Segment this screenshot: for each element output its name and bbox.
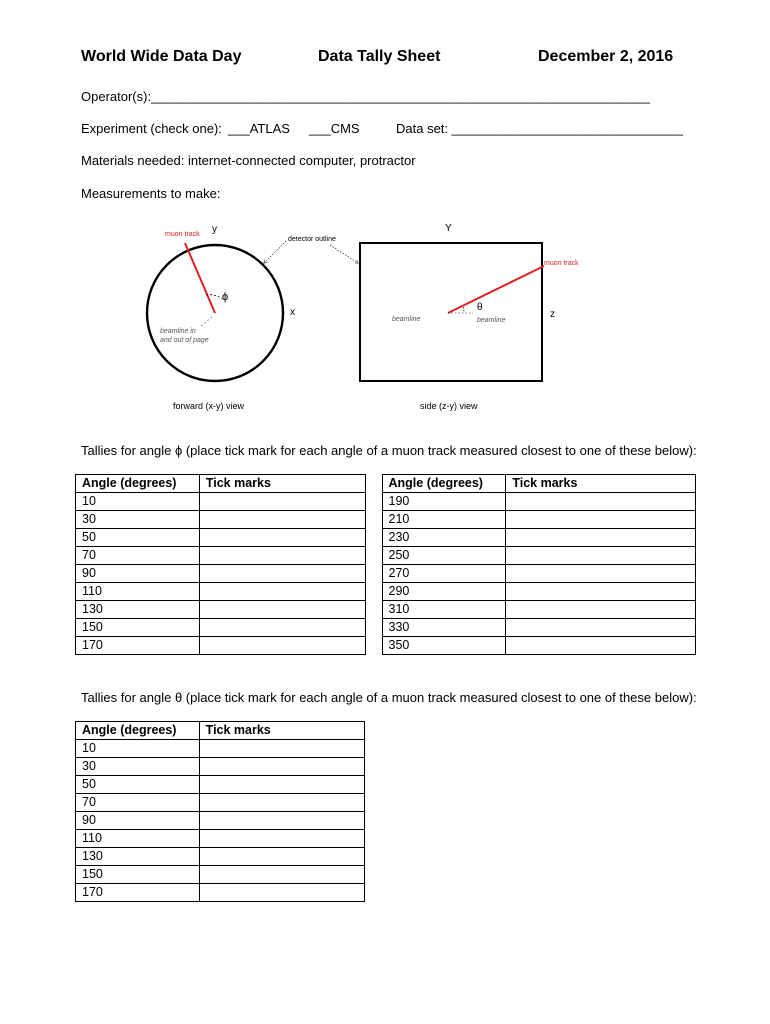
theta-angle-cell: 30 bbox=[76, 758, 200, 776]
phi-tick-cell[interactable] bbox=[506, 619, 696, 637]
table-header-row bbox=[76, 722, 365, 740]
theta-col-ticks: Tick marks bbox=[199, 722, 364, 740]
table-row bbox=[76, 776, 365, 794]
experiment-label: Experiment (check one): bbox=[81, 121, 222, 136]
phi-tick-cell[interactable] bbox=[506, 511, 696, 529]
table-row bbox=[76, 547, 696, 565]
theta-angle-cell: 10 bbox=[76, 740, 200, 758]
phi-angle-cell: 30 bbox=[76, 511, 200, 529]
phi-tick-cell[interactable] bbox=[506, 583, 696, 601]
theta-tick-cell[interactable] bbox=[199, 776, 364, 794]
theta-tally-table bbox=[75, 721, 365, 902]
phi-tick-cell[interactable] bbox=[199, 511, 365, 529]
phi-angle-cell: 270 bbox=[382, 565, 506, 583]
phi-angle-cell: 90 bbox=[76, 565, 200, 583]
theta-col-angle: Angle (degrees) bbox=[76, 722, 200, 740]
detector-outline-label: detector outline bbox=[288, 236, 336, 243]
forward-view-caption: forward (x-y) view bbox=[173, 401, 245, 411]
phi-tick-cell[interactable] bbox=[199, 637, 365, 655]
phi-tick-cell[interactable] bbox=[199, 547, 365, 565]
phi-tick-cell[interactable] bbox=[199, 583, 365, 601]
header-center-title: Data Tally Sheet bbox=[318, 48, 441, 65]
theta-tick-cell[interactable] bbox=[199, 866, 364, 884]
table-row bbox=[76, 619, 696, 637]
phi-tick-cell[interactable] bbox=[506, 529, 696, 547]
theta-tick-cell[interactable] bbox=[199, 884, 364, 902]
phi-col-angle-right: Angle (degrees) bbox=[382, 475, 506, 493]
theta-angle-cell: 110 bbox=[76, 830, 200, 848]
theta-tick-cell[interactable] bbox=[199, 812, 364, 830]
phi-intro: Tallies for angle ϕ (place tick mark for each angle of a muon track measured closest to one of these below): bbox=[81, 443, 697, 458]
cms-checkbox[interactable]: ___CMS bbox=[309, 121, 360, 136]
operators-field[interactable]: Operator(s):_____________________________________________________________________ bbox=[81, 89, 650, 104]
forward-x-label: x bbox=[290, 307, 295, 318]
theta-angle-cell: 170 bbox=[76, 884, 200, 902]
side-view-caption: side (z-y) view bbox=[420, 401, 478, 411]
phi-label: ϕ bbox=[222, 291, 229, 303]
phi-col-ticks-left: Tick marks bbox=[199, 475, 365, 493]
phi-tick-cell[interactable] bbox=[506, 565, 696, 583]
phi-angle-cell: 230 bbox=[382, 529, 506, 547]
table-row bbox=[76, 794, 365, 812]
theta-intro: Tallies for angle θ (place tick mark for each angle of a muon track measured closest to one of these below): bbox=[81, 690, 697, 705]
theta-tick-cell[interactable] bbox=[199, 830, 364, 848]
forward-y-label: y bbox=[212, 224, 217, 235]
table-row bbox=[76, 848, 365, 866]
phi-col-ticks-right: Tick marks bbox=[506, 475, 696, 493]
phi-tick-cell[interactable] bbox=[199, 529, 365, 547]
theta-angle-cell: 130 bbox=[76, 848, 200, 866]
phi-angle-cell: 170 bbox=[76, 637, 200, 655]
phi-angle-cell: 130 bbox=[76, 601, 200, 619]
phi-tick-cell[interactable] bbox=[506, 493, 696, 511]
theta-tick-cell[interactable] bbox=[199, 740, 364, 758]
theta-label: θ bbox=[477, 302, 483, 313]
table-header-row bbox=[76, 475, 696, 493]
theta-tick-cell[interactable] bbox=[199, 758, 364, 776]
materials-text: Materials needed: internet-connected computer, protractor bbox=[81, 153, 416, 168]
phi-tally-table bbox=[75, 474, 696, 655]
phi-tick-cell[interactable] bbox=[199, 601, 365, 619]
theta-angle-cell: 70 bbox=[76, 794, 200, 812]
phi-angle-cell: 70 bbox=[76, 547, 200, 565]
phi-angle-cell: 310 bbox=[382, 601, 506, 619]
table-row bbox=[76, 493, 696, 511]
phi-tick-cell[interactable] bbox=[199, 619, 365, 637]
phi-angle-cell: 290 bbox=[382, 583, 506, 601]
phi-angle-cell: 350 bbox=[382, 637, 506, 655]
table-row bbox=[76, 529, 696, 547]
theta-angle-cell: 150 bbox=[76, 866, 200, 884]
forward-muon-track bbox=[185, 243, 215, 313]
phi-col-angle-left: Angle (degrees) bbox=[76, 475, 200, 493]
table-row bbox=[76, 740, 365, 758]
side-beamline-right: beamline bbox=[477, 317, 506, 324]
phi-tick-cell[interactable] bbox=[506, 601, 696, 619]
table-row bbox=[76, 884, 365, 902]
table-row bbox=[76, 830, 365, 848]
phi-angle-cell: 150 bbox=[76, 619, 200, 637]
theta-angle-cell: 90 bbox=[76, 812, 200, 830]
dataset-field[interactable]: Data set: ________________________________ bbox=[396, 121, 683, 136]
side-z-label: z bbox=[550, 309, 555, 320]
table-row bbox=[76, 601, 696, 619]
theta-tick-cell[interactable] bbox=[199, 848, 364, 866]
phi-angle-cell: 250 bbox=[382, 547, 506, 565]
table-row bbox=[76, 637, 696, 655]
table-row bbox=[76, 866, 365, 884]
phi-angle-cell: 110 bbox=[76, 583, 200, 601]
phi-tick-cell[interactable] bbox=[199, 493, 365, 511]
phi-tick-cell[interactable] bbox=[199, 565, 365, 583]
measurement-diagram bbox=[140, 215, 600, 420]
beamline-label-2: and out of page bbox=[160, 337, 209, 344]
theta-angle-cell: 50 bbox=[76, 776, 200, 794]
phi-angle-cell: 10 bbox=[76, 493, 200, 511]
table-row bbox=[76, 583, 696, 601]
phi-angle-cell: 330 bbox=[382, 619, 506, 637]
table-row bbox=[76, 812, 365, 830]
header-left-title: World Wide Data Day bbox=[81, 48, 242, 65]
forward-muon-label: muon track bbox=[165, 231, 200, 238]
phi-tick-cell[interactable] bbox=[506, 637, 696, 655]
phi-tick-cell[interactable] bbox=[506, 547, 696, 565]
phi-angle-cell: 190 bbox=[382, 493, 506, 511]
header-date: December 2, 2016 bbox=[538, 48, 674, 65]
table-row bbox=[76, 511, 696, 529]
side-y-label: Y bbox=[445, 223, 452, 234]
table-row bbox=[76, 565, 696, 583]
phi-angle-cell: 50 bbox=[76, 529, 200, 547]
phi-angle-cell: 210 bbox=[382, 511, 506, 529]
beamline-label-1: beamline in bbox=[160, 328, 196, 335]
atlas-checkbox[interactable]: ___ATLAS bbox=[228, 121, 290, 136]
side-beamline-left: beamline bbox=[392, 316, 421, 323]
side-muon-label: muon track bbox=[544, 260, 579, 267]
table-row bbox=[76, 758, 365, 776]
theta-tick-cell[interactable] bbox=[199, 794, 364, 812]
measurements-heading: Measurements to make: bbox=[81, 186, 221, 201]
side-muon-track bbox=[448, 266, 544, 313]
